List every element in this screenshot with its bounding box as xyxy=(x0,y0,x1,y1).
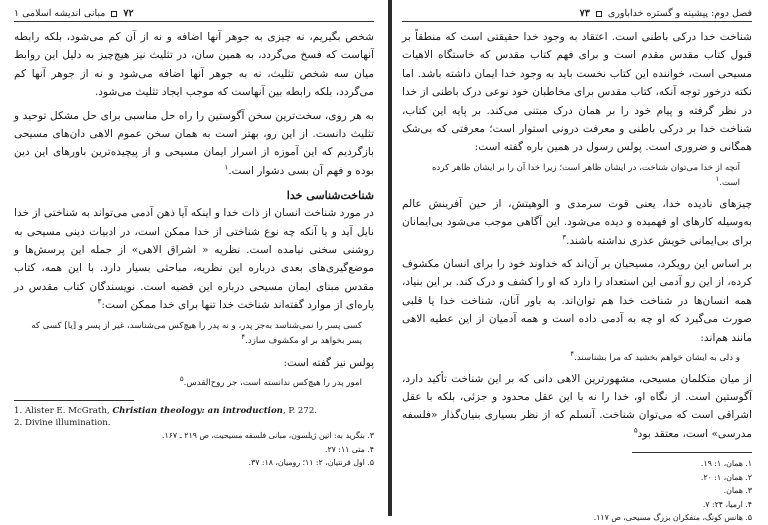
footnote-en-2: 2. Divine illumination. xyxy=(14,418,111,429)
left-running-title: مبانی اندیشه اسلامی ۱ xyxy=(14,8,106,19)
footnote: ۱. همان، ۱: ۱۹. xyxy=(700,459,752,469)
left-page xyxy=(0,0,388,516)
footnote-fa: ۴. متی ۱۱: ۲۷. xyxy=(324,444,374,454)
footnote-fa: ۵. اول قرنتیان، ۲: ۱۱؛ رومیان، ۱۸: ۳۷. xyxy=(248,458,374,468)
subline: پولس نیز گفته است: xyxy=(283,356,374,369)
footnote: ۲. همان، ۱: ۲۰. xyxy=(700,472,752,482)
footnote: ۳. همان. xyxy=(723,486,752,496)
footnote-mark: ۴ xyxy=(241,333,246,342)
footnote: ۵. هانس کونگ، متفکران بزرگ مسیحی، ص ۱۱۷. xyxy=(593,513,752,523)
square-ornament-icon xyxy=(596,11,602,17)
footnote-rule xyxy=(14,400,134,401)
footnote-mark: ۵ xyxy=(179,374,184,383)
footnote-rule xyxy=(632,452,752,453)
right-page xyxy=(392,0,768,523)
footnote-en-1: 1. Alister E. McGrath, Christian theology: an introduction, P. 272. xyxy=(14,406,318,417)
footnote-mark: ۴ xyxy=(570,350,575,359)
footnote-mark: ۳ xyxy=(97,297,102,306)
left-paragraph-1: شخص بگیریم، نه چیزی به جوهر آنها اضافه و نه از آن کم می‌شود، بلکه رابطه آنهاست که فسخ می‌گردد، به همین سان، در تثلیث نیز هیچ‌چیز به دلیل این روابط میان سه شخص تثلیث، نه به جوهر آنها اضافه می‌شود و نه از جوهر آنها کم می‌گردد، بلکه رابطه بین آنهاست که موجب ایجاد تثلیث می‌شود. xyxy=(14,31,374,99)
right-paragraph-1: شناخت خدا درکی باطنی است. اعتقاد به وجود خدا حقیقتی است که منطقاً بر قبول کتاب مقدس مقدم است و برای فهم کتاب مقدس که خاستگاه الاهیات مسیحی است، خواننده این کتاب نخست باید به وجود خدا ایمان داشته باشد. اما نکته درخور توجه آنکه، کتاب مقدس برای مخاطبان خود نوعی درک باطنی از خدا در نظر گرفته و پیام خود را بر همان درک مبتنی می‌کند. بر پایه این کتاب، شناخت خدا بر درکی باطنی و معرفت درونی استوار است؛ معرفتی که بی‌شک همگانی و ضروری است. پولس رسول در همین باره گفته است: xyxy=(402,31,752,154)
square-ornament-icon xyxy=(111,11,117,17)
right-paragraph-4: از میان متکلمان مسیحی، مشهورترین الاهی دانی که بر این شناخت تأکید دارد، آگوستین است. از نگاه او، خدا را نه با این عقل محدود و جزئی، بلکه با عقل اشراقی است که می‌توان شناخت. آنسلم که از نظر بسیاری بنیان‌گذار «فلسفه مدرسی» است، معتقد بود$^۵$ xyxy=(402,372,752,440)
footnote-fa: ۳. بنگرید به: اتین ژیلسون، مبانی فلسفه مسیحیت، ص ۲۱۹ ـ ۱۶۷. xyxy=(161,431,374,441)
footnote: ۴. ارمیا، ۲۴: ۷. xyxy=(702,499,752,509)
right-paragraph-2: چیزهای نادیده خدا، یعنی قوت سرمدی و الوهیتش، از حین آفرینش عالم به‌وسیله کارهای او فهمیده و دیده می‌شود. این آگاهی موجب می‌شود بی‌ایمانان برای بی‌ایمانی خویش عذری نداشته باشند.$^۳$ xyxy=(402,197,752,247)
block-quote-2: امور پدر را هیچ‌کس ندانسته است، جز روح‌القدس.$^۵$ xyxy=(179,374,362,388)
block-quote-2: و دلی به ایشان خواهم بخشید که مرا بشناسند.$^۴$ xyxy=(570,350,740,364)
left-paragraph-3: در مورد شناخت انسان از ذات خدا و اینکه آیا ذهن آدمی می‌تواند به شناختی از خدا نایل آید و یا آنکه چه نوع شناختی از خدا ممکن است، در ادبیات دینی مسیحی به روشنی سخنی نیامده است. نظریه « اشراق الاهی» از جمله این پرسش‌ها و موضع‌گیری‌های بعدی درباره این نظریه، مباحثی بسیار دارد. با این همه، کتاب مقدس مبنای ایمان مسیحی درباره این قضیه است. نویسندگان کتاب مقدس در پاره‌ای از موارد گفته‌اند شناخت خدا تنها برای خدا ممکن است:$^۳$ xyxy=(14,207,374,312)
right-page-header xyxy=(402,6,752,22)
right-running-title: فصل دوم: پیشینه و گستره خداباوری xyxy=(607,8,752,19)
footnote-mark: ۵ xyxy=(633,426,638,435)
right-page-number: ۷۳ xyxy=(579,8,590,19)
section-heading: شناخت‌شناسی خدا xyxy=(286,189,374,203)
block-quote: کسی پسر را نمی‌شناسد به‌جز پدر، و نه پدر را هیچ‌کس می‌شناسد، غیر از پسر و [یا] کسی که پسر بخواهد بر او مکشوف سازد.$^۴$ xyxy=(31,320,362,347)
footnote-mark: ۱ xyxy=(224,163,229,172)
footnote-mark: ۳ xyxy=(562,233,567,242)
left-page-header xyxy=(14,6,374,22)
left-paragraph-2: به هر روی، سخت‌ترین سخن آگوستین را راه حل مناسبی برای حل مشکل توحید و تثلیث دانست. از این رو، بهتر است به همان سخن عموم الاهی دان‌های مسیحی بازگردیم که این آموزه از اسرار ایمان مسیحی و از پیچیده‌ترین باورهای این دین بوده و فهم آن بسی دشوار است.$^۱$ xyxy=(14,109,374,177)
right-paragraph-3: بر اساس این رویکرد، مسیحیان بر آن‌اند که خداوند خود را برای انسان مکشوف کرده، از این رو آدمی این استعداد را دارد که او را کشف و درک کند. بر این بنیاد، همه انسان‌ها در شناخت خدا هم توان‌اند. به باور آنان، شناخت خدا یا قلبی صورت می‌گیرد که او چه به آدمی داده است و همه آدمیان از این عطیه الاهی مانند هم‌اند: xyxy=(402,258,752,344)
footnote-mark: ۱ xyxy=(715,175,720,184)
block-quote: آنچه از خدا می‌توان شناخت، در ایشان ظاهر است؛ زیرا خدا آن را بر ایشان ظاهر کرده است.$^۱$ xyxy=(432,162,740,189)
left-page-number: ۷۲ xyxy=(123,8,134,19)
